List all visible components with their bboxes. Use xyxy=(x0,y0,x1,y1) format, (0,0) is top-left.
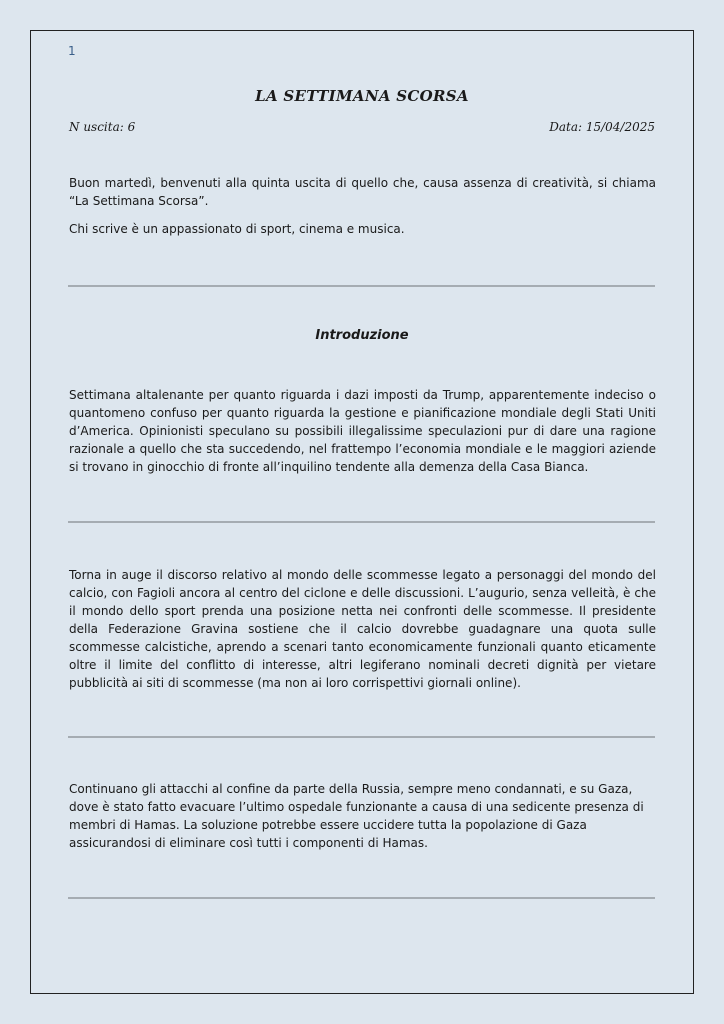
issue-date: Data: 15/04/2025 xyxy=(549,120,655,134)
section-heading: Introduzione xyxy=(315,328,409,343)
author-paragraph: Chi scrive è un appassionato di sport, cinema e musica. xyxy=(69,222,405,236)
divider xyxy=(68,897,655,899)
divider xyxy=(68,521,655,523)
article-paragraph: Settimana altalenante per quanto riguarda i dazi imposti da Trump, apparentemente indeciso o quantomeno confuso per quanto riguarda la gestione e pianificazione mondiale degli Stati Uniti d’America. Opinionisti speculano su possibili illegalissime speculazioni pur di dare una ragione razionale a quello che sta succedendo, nel frattempo l’economia mondiale e le maggiori aziende si trovano in ginocchio di fronte all’inquilino tendente alla demenza della Casa Bianca. xyxy=(69,388,656,474)
article-paragraph: Torna in auge il discorso relativo al mondo delle scommesse legato a personaggi del mondo del calcio, con Fagioli ancora al centro del ciclone e delle discussioni. L’augurio, senza velleità, è che il mondo dello sport prenda una posizione netta nei confronti delle scommesse. Il presidente della Federazione Gravina sostiene che il calcio dovrebbe guadagnare una quota sulle scommesse calcistiche, aprendo a scenari tanto economicamente funzionali quanto eticamente oltre il limite del conflitto di interesse, altri legiferano nominali decreti dignità per vietare pubblicità ai siti di scommesse (ma non ai loro corrispettivi giornali online). xyxy=(69,568,656,690)
divider xyxy=(68,736,655,738)
article-paragraph: Continuano gli attacchi al confine da parte della Russia, sempre meno condannati, e su Gaza, dove è stato fatto evacuare l’ultimo ospedale funzionante a causa di una sedicente presenza di membri di Hamas. La soluzione potrebbe essere uccidere tutta la popolazione di Gaza assicurandosi di eliminare così tutti i componenti di Hamas. xyxy=(69,782,644,850)
divider xyxy=(68,285,655,287)
welcome-paragraph: Buon martedì, benvenuti alla quinta uscita di quello che, causa assenza di creatività, si chiama “La Settimana Scorsa”. xyxy=(69,176,656,208)
issue-number: N uscita: 6 xyxy=(69,120,136,134)
newsletter-title: LA SETTIMANA SCORSA xyxy=(255,87,469,105)
page-number: 1 xyxy=(68,44,76,58)
